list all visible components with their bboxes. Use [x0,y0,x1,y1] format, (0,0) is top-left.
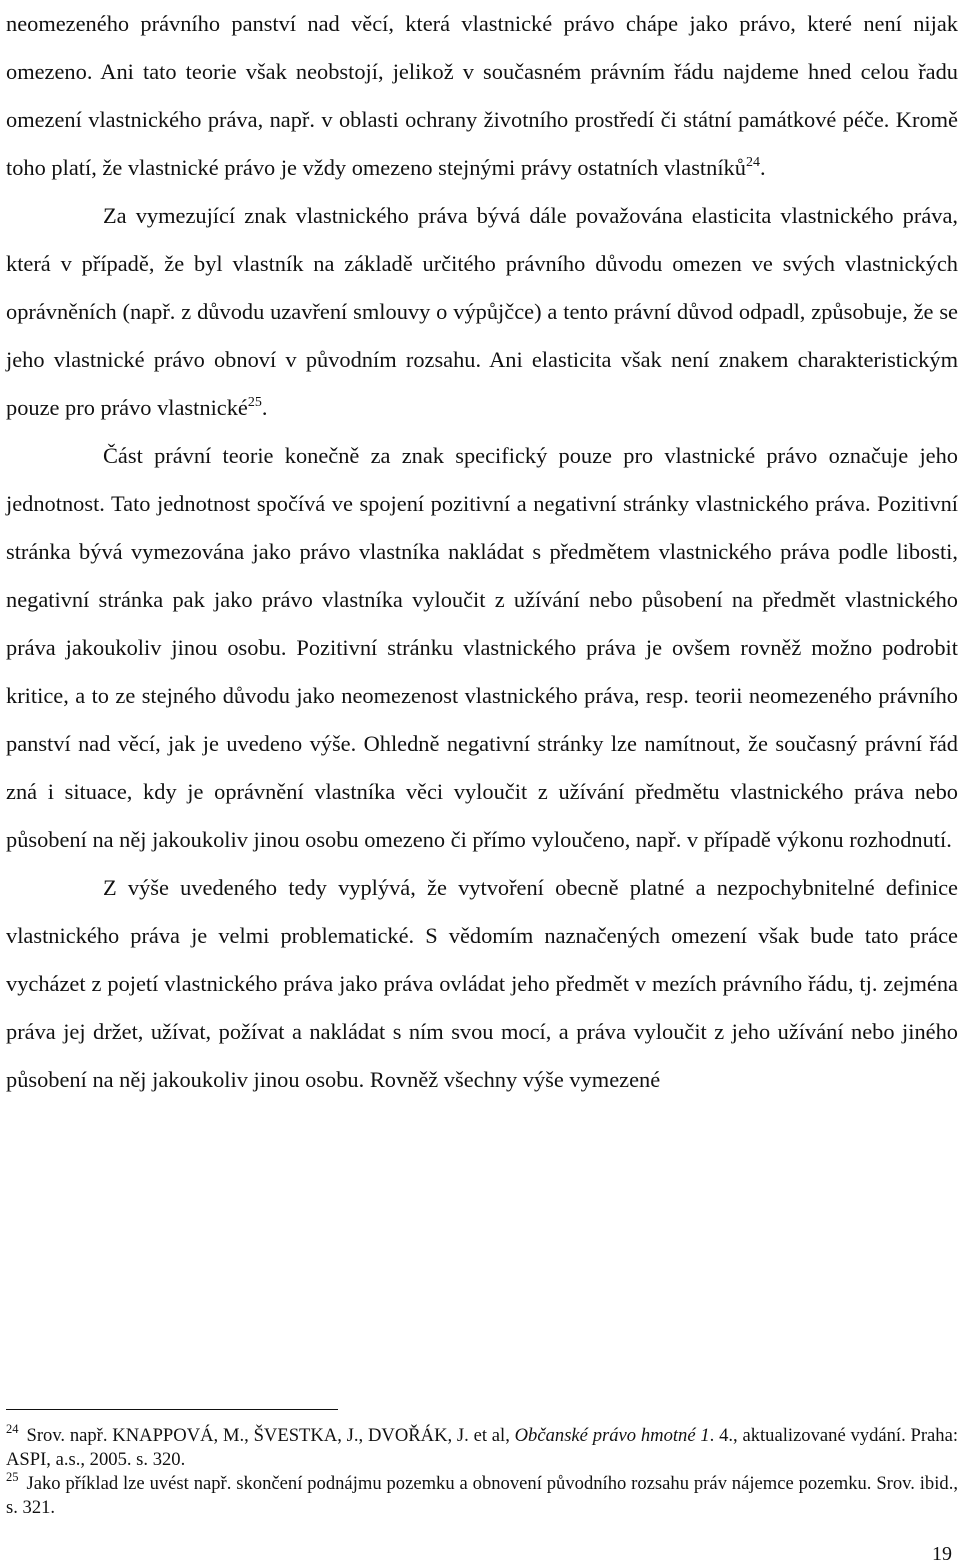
paragraph-4: Z výše uvedeného tedy vyplývá, že vytvoření obecně platné a nezpochybnitelné definice vlastnického práva je velmi problematické. S vědomím naznačených omezení však bude tato práce vycházet z pojetí vlastnického práva jako práva ovládat jeho předmět v mezích právního řádu, tj. zejména práva jej držet, užívat, požívat a nakládat s ním svou mocí, a práva vyloučit z jeho užívání nebo jiného působení na něj jakoukoliv jinou osobu. Rovněž všechny výše vymezené [6,875,958,1092]
paragraph-3: Část právní teorie konečně za znak specifický pouze pro vlastnické právo označuje jeho jednotnost. Tato jednotnost spočívá ve spojení pozitivní a negativní stránky vlastnického práva. Pozitivní stránka bývá vymezována jako právo vlastníka nakládat s předmětem vlastnického práva podle libosti, negativní stránka pak jako právo vlastníka vyloučit z užívání nebo působení na předmět vlastnického práva jakoukoliv jinou osobu. Pozitivní stránku vlastnického práva je ovšem rovněž možno podrobit kritice, a to ze stejného důvodu jako neomezenost vlastnického práva, resp. teorii neomezeného právního panství nad věcí, jak je uvedeno výše. Ohledně negativní stránky lze namítnout, že současný právní řád zná i situace, kdy je oprávnění vlastníka věci vyloučit z užívání předmětu vlastnického práva nebo působení na něj jakoukoliv jinou osobu omezeno či přímo vyloučeno, např. v případě výkonu rozhodnutí. [6,443,958,852]
footnote-reference-25[interactable]: 25 [247,395,262,410]
footnote-number: 24 [6,1422,19,1436]
footnote-25 [6,1472,958,1520]
paragraph-2-text: Za vymezující znak vlastnického práva bývá dále považována elasticita vlastnického práva, která v případě, že byl vlastník na základě určitého právního důvodu omezen ve svých vlastnických oprávněních (např. z důvodu uzavření smlouvy o výpůjčce) a tento právní důvod odpadl, způsobuje, že se jeho vlastnické právo obnoví v původním rozsahu. Ani elasticita však není znakem charakteristickým pouze pro právo vlastnické [6,203,958,420]
footnote-24 [6,1424,958,1472]
footnote-text: Srov. např. KNAPPOVÁ, M., ŠVESTKA, J., DVOŘÁK, J. et al, [26,1425,515,1446]
footnote-separator [6,1409,338,1410]
footnotes [6,1424,958,1520]
footnote-book-title: Občanské právo hmotné 1 [514,1425,710,1446]
paragraph-2-tail: . [261,395,268,420]
footnote-reference-24[interactable]: 24 [745,155,760,170]
paragraph-1 [6,0,958,192]
footnote-number: 25 [6,1470,19,1484]
footnote-text-end: . 4., aktualizované vydání. Praha: ASPI, a.s., 2005. s. 320. [6,1425,959,1470]
paragraph-1-text: neomezeného právního panství nad věcí, která vlastnické právo chápe jako právo, které není nijak omezeno. Ani tato teorie však neobstojí, jelikož v současném právním řádu najdeme hned celou řadu omezení vlastnického práva, např. v oblasti ochrany životního prostředí či státní památkové péče. Kromě toho platí, že vlastnické právo je vždy omezeno stejnými právy ostatních vlastníků [6,11,958,180]
page-body [6,0,958,1104]
footnote-text: Jako příklad lze uvést např. skončení podnájmu pozemku a obnovení původního rozsahu práv nájemce pozemku. Srov. ibid., s. 321. [6,1473,958,1518]
paragraph-1-tail: . [759,155,766,180]
main-text [6,0,958,1104]
page-number: 19 [932,1543,952,1565]
paragraph-2 [6,192,958,432]
